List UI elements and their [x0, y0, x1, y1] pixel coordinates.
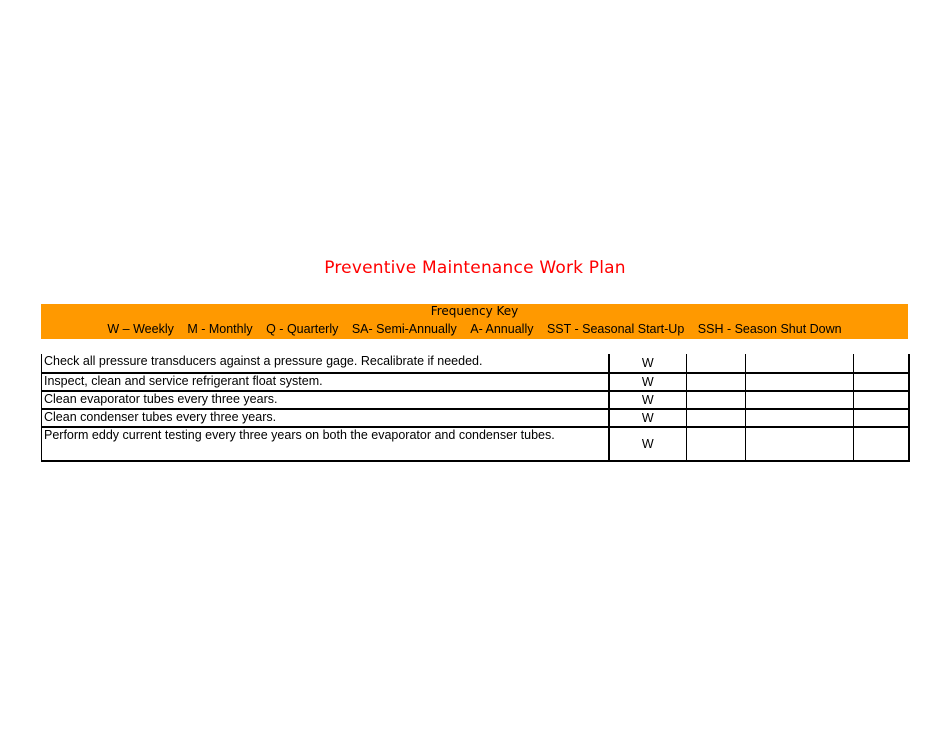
page-title: Preventive Maintenance Work Plan: [324, 258, 626, 278]
task-cell-empty[interactable]: [854, 373, 909, 391]
task-cell-empty[interactable]: [746, 373, 854, 391]
frequency-key-item-weekly: W – Weekly: [107, 322, 174, 336]
frequency-key-item-semi-annually: SA- Semi-Annually: [351, 322, 457, 336]
table-row: [42, 354, 909, 373]
task-description: Perform eddy current testing every three years on both the evaporator and condenser tubes.: [42, 427, 609, 461]
task-frequency: W: [609, 373, 687, 391]
task-description: Check all pressure transducers against a pressure gage. Recalibrate if needed.: [42, 354, 609, 373]
task-cell-empty[interactable]: [687, 373, 746, 391]
table-row: [42, 427, 909, 461]
task-cell-empty[interactable]: [687, 391, 746, 409]
table-row: [42, 409, 909, 427]
task-frequency: W: [609, 391, 687, 409]
task-cell-empty[interactable]: [746, 391, 854, 409]
frequency-key-banner: [41, 304, 908, 339]
task-cell-empty[interactable]: [854, 391, 909, 409]
task-cell-empty[interactable]: [746, 354, 854, 373]
table-row: [42, 373, 909, 391]
task-cell-empty[interactable]: [746, 427, 854, 461]
task-description: Clean condenser tubes every three years.: [42, 409, 609, 427]
task-cell-empty[interactable]: [854, 354, 909, 373]
task-frequency: W: [609, 427, 687, 461]
table-row: [42, 391, 909, 409]
frequency-key-item-monthly: M - Monthly: [187, 322, 253, 336]
frequency-key-item-annually: A- Annually: [470, 322, 534, 336]
task-cell-empty[interactable]: [687, 354, 746, 373]
task-frequency: W: [609, 409, 687, 427]
task-cell-empty[interactable]: [854, 409, 909, 427]
task-cell-empty[interactable]: [687, 427, 746, 461]
frequency-key-item-season-shut-down: SSH - Season Shut Down: [697, 322, 842, 336]
task-table: [41, 354, 910, 462]
frequency-key-heading: Frequency Key: [430, 304, 519, 318]
task-cell-empty[interactable]: [746, 409, 854, 427]
frequency-key-item-seasonal-start-up: SST - Seasonal Start-Up: [546, 322, 685, 336]
task-cell-empty[interactable]: [687, 409, 746, 427]
task-cell-empty[interactable]: [854, 427, 909, 461]
task-frequency: W: [609, 354, 687, 373]
frequency-key-items: [41, 322, 908, 337]
frequency-key-item-quarterly: Q - Quarterly: [266, 322, 339, 336]
task-description: Clean evaporator tubes every three years.: [42, 391, 609, 409]
task-description: Inspect, clean and service refrigerant float system.: [42, 373, 609, 391]
